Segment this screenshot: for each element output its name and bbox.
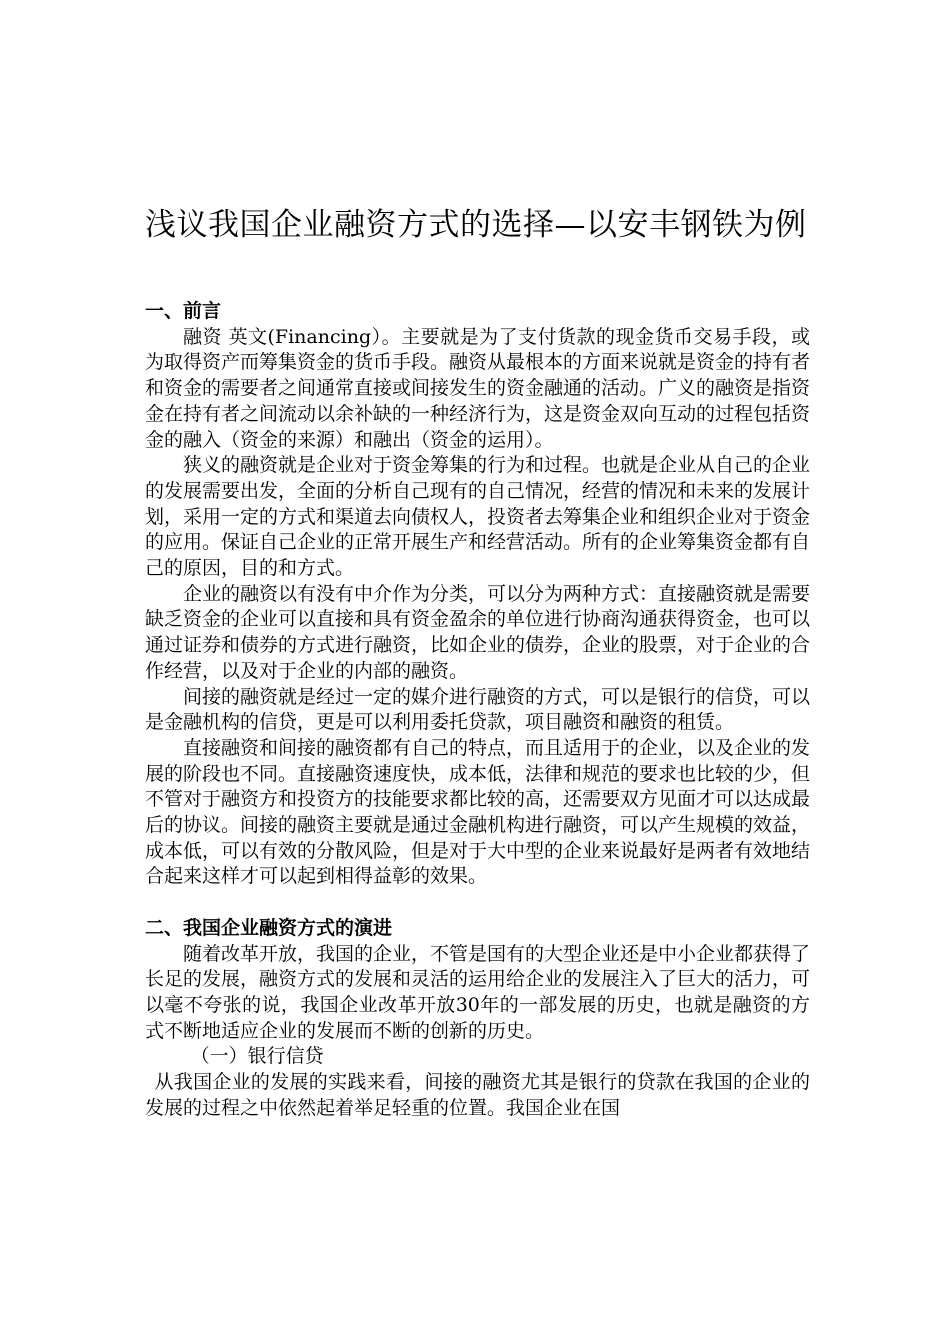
paragraph: 间接的融资就是经过一定的媒介进行融资的方式，可以是银行的信贷，可以是金融机构的信贷，更是可以利用委托贷款，项目融资和融资的租赁。	[145, 685, 811, 734]
paragraph: 从我国企业的发展的实践来看，间接的融资尤其是银行的贷款在我国的企业的发展的过程之中依然起着举足轻重的位置。我国企业在国	[145, 1071, 810, 1119]
paragraph: 企业的融资以有没有中介作为分类，可以分为两种方式：直接融资就是需要缺乏资金的企业可以直接和具有资金盈余的单位进行协商沟通获得资金，也可以通过证券和债券的方式进行融资，比如企业的债券，企业的股票，对于企业的合作经营，以及对于企业的内部的融资。	[145, 582, 811, 682]
blank-line	[145, 890, 810, 916]
document-title: 浅议我国企业融资方式的选择—以安丰钢铁为例	[145, 207, 807, 243]
paragraph: 狭义的融资就是企业对于资金筹集的行为和过程。也就是企业从自己的企业的发展需要出发，全面的分析自己现有的自己情况，经营的情况和未来的发展计划，采用一定的方式和渠道去向债权人，投资者去筹集企业和组织企业对于资金的应用。保证自己企业的正常开展生产和经营活动。所有的企业筹集资金都有自己的原因，目的和方式。	[145, 454, 811, 580]
paragraph: 融资 英文(Financing）。主要就是为了支付货款的现金货币交易手段，或为取得资产而筹集资金的货币手段。融资从最根本的方面来说就是资金的持有者和资金的需要者之间通常直接或间接发生的资金融通的活动。广义的融资是指资金在持有者之间流动以余补缺的一种经济行为，这是资金双向互动的过程包括资金的融入（资金的来源）和融出（资金的运用）。	[145, 325, 811, 451]
paragraph: 直接融资和间接的融资都有自己的特点，而且适用于的企业，以及企业的发展的阶段也不同。直接融资速度快，成本低，法律和规范的要求也比较的少，但不管对于融资方和投资方的技能要求都比较的高，还需要双方见面才可以达成最后的协议。间接的融资主要就是通过金融机构进行融资，可以产生规模的效益，成本低，可以有效的分散风险，但是对于大中型的企业来说最好是两者有效地结合起来这样才可以起到相得益彰的效果。	[145, 736, 811, 888]
section-heading-evolution: 二、我国企业融资方式的演进	[145, 916, 393, 939]
subsection-heading-bank-credit: （一）银行信贷	[190, 1045, 324, 1068]
document-body	[145, 299, 810, 1121]
section-heading-preface: 一、前言	[145, 300, 222, 322]
paragraph: 随着改革开放，我国的企业，不管是国有的大型企业还是中小企业都获得了长足的发展，融资方式的发展和灵活的运用给企业的发展注入了巨大的活力，可以毫不夸张的说，我国企业改革开放30年的一部发展的历史，也就是融资的方式不断地适应企业的发展而不断的创新的历史。	[145, 942, 811, 1042]
